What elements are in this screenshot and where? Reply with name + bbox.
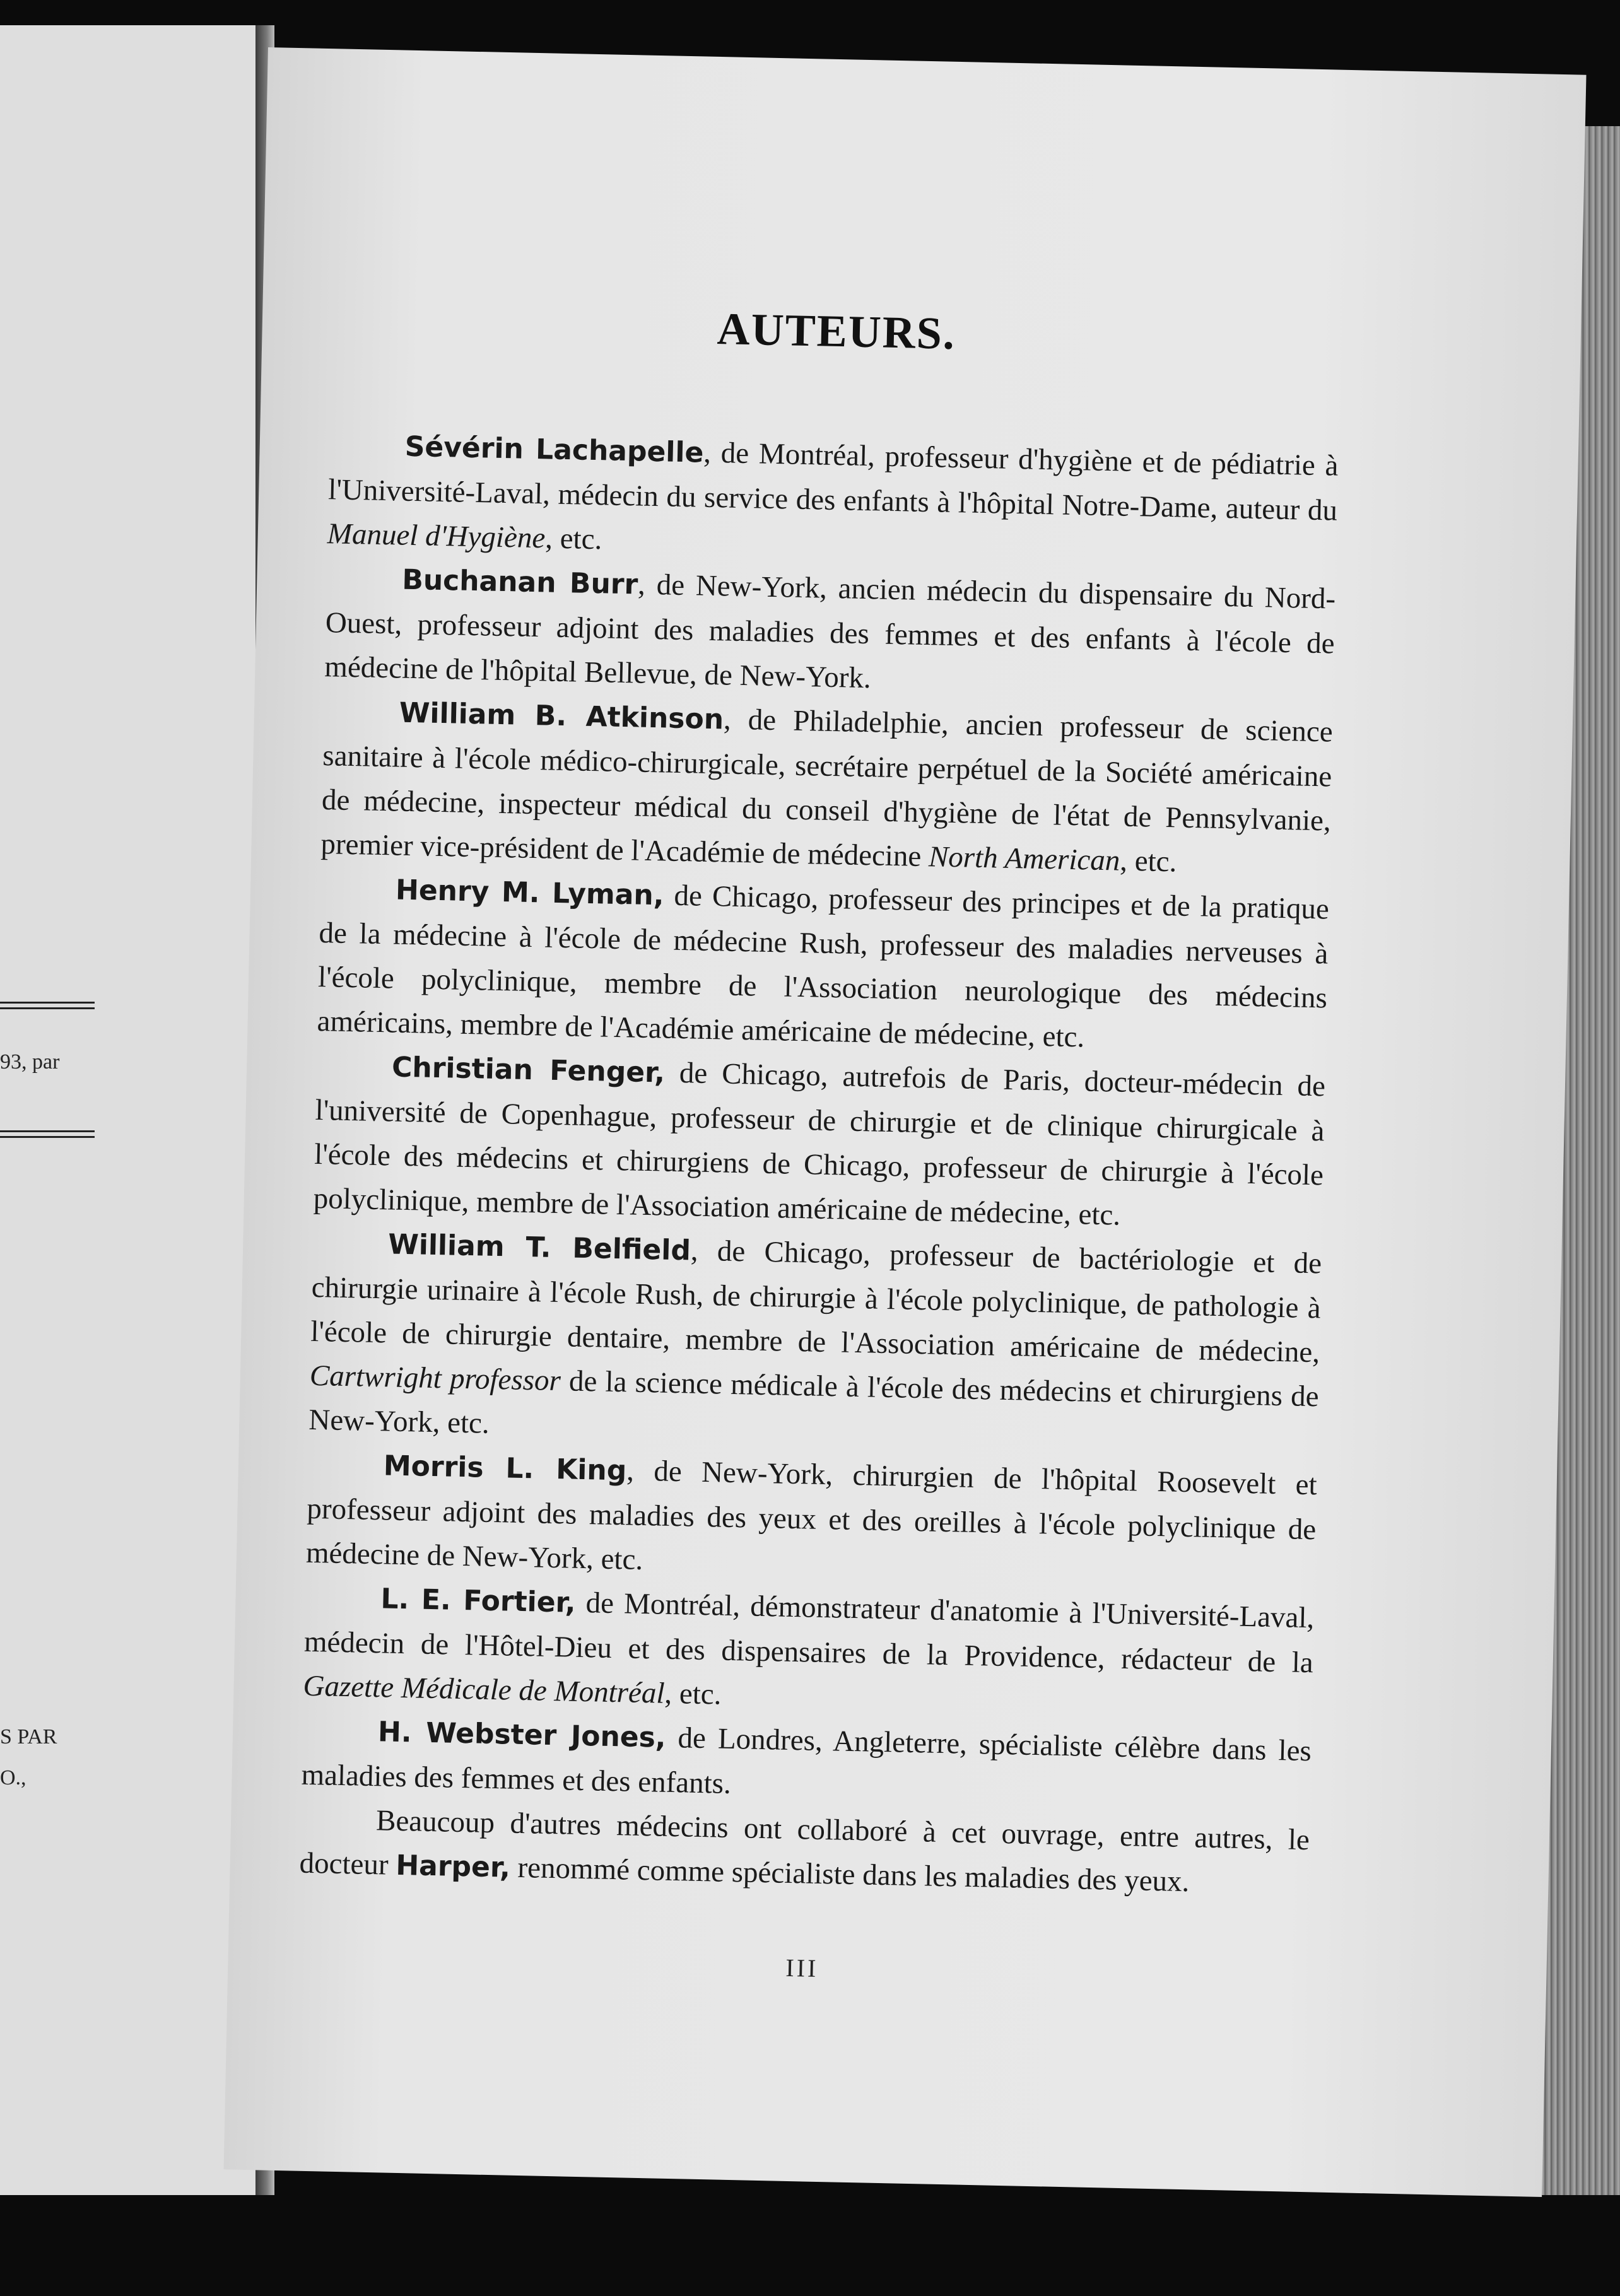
page-content: [297, 295, 1341, 1993]
author-description-end: , etc.: [544, 522, 602, 556]
institution-name: North American: [928, 840, 1120, 877]
left-page-text-fragment: S PAR: [0, 1725, 57, 1748]
left-page-rule: [0, 1130, 95, 1138]
author-description: , de New-York, ancien médecin du dispensaire du Nord-Ouest, professeur adjoint des maladies des femmes et des enfants à l'école de médecine de l'hôpital Bellevue, de New-York.: [324, 568, 1336, 695]
author-name: H. Webster Jones,: [377, 1716, 667, 1754]
closing-text: Beaucoup d'autres médecins ont collaboré à cet ouvrage, entre autres, le docteur: [299, 1804, 1310, 1882]
page-number: III: [785, 1953, 819, 1983]
left-page-rule: [0, 1002, 95, 1009]
author-name: Buchanan Burr: [401, 563, 638, 601]
author-entry: [303, 1575, 1315, 1729]
author-description-end: , etc.: [1119, 844, 1177, 879]
author-description: , de Chicago, professeur de bactériologie et de chirurgie urinaire à l'école Rush, de chirurgie à l'école polyclinique, de pathologie à l'école de chirurgie dentaire, membre de l'Association américaine de médecine,: [310, 1234, 1322, 1369]
author-description: de Montréal, démonstrateur d'anatomie à l'Université-Laval, médecin de l'Hôtel-Dieu et des dispensaires de la Providence, rédacteur de la: [303, 1586, 1315, 1680]
author-description-end: de la science médicale à l'école des médecins et chirurgiens de New-York, etc.: [308, 1364, 1320, 1440]
author-entry: [320, 689, 1334, 887]
author-description: de Chicago, professeur des principes et de la pratique de la médecine à l'école de médecine Rush, professeur des maladies nerveuses à l'école polyclinique, membre de l'Association neurologique des médecins américains, membre de l'Académie américaine de médecine, etc.: [317, 879, 1330, 1054]
left-page: [0, 25, 257, 2195]
professorship-title: Cartwright professor: [309, 1359, 561, 1398]
author-description: , de New-York, chirurgien de l'hôpital Roosevelt et professeur adjoint des maladies des yeux et des oreilles à l'école polyclinique de médecine de New-York, etc.: [305, 1454, 1318, 1576]
author-description-end: , etc.: [664, 1677, 722, 1711]
page-title: AUTEURS.: [716, 303, 956, 359]
author-entry: [308, 1221, 1322, 1463]
book-title: Manuel d'Hygiène: [327, 517, 546, 555]
right-page: [224, 47, 1587, 2197]
author-entry: [305, 1442, 1317, 1596]
author-description: de Londres, Angleterre, spécialiste célèbre dans les maladies des femmes et des enfants.: [301, 1721, 1312, 1800]
closing-text-end: renommé comme spécialiste dans les maladies des yeux.: [510, 1851, 1190, 1899]
author-name: William T. Belfield: [387, 1228, 691, 1267]
author-entry: [324, 556, 1336, 710]
author-name: Sévérin Lachapelle: [404, 430, 704, 469]
author-description: , de Montréal, professeur d'hygiène et de pédiatrie à l'Université-Laval, médecin du service des enfants à l'hôpital Notre-Dame, auteur du: [327, 436, 1339, 527]
author-description: , de Philadelphie, ancien professeur de science sanitaire à l'école médico-chirurgicale, secrétaire perpétuel de la Société américaine de médecine, inspecteur médical du conseil d'hygiène de l'état de Pennsylvanie, premier vice-président de l'Académie de médecine: [320, 703, 1334, 874]
author-description: de Chicago, autrefois de Paris, docteur-médecin de l'université de Copenhague, professeur de chirurgie et de clinique chirurgicale à l'école des médecins et chirurgiens de Chicago, professeur de chirurgie à l'école polyclinique, membre de l'Association américaine de médecine, etc.: [313, 1056, 1326, 1232]
author-name: L. E. Fortier,: [380, 1583, 577, 1619]
author-name: Christian Fenger,: [391, 1051, 666, 1089]
journal-title: Gazette Médicale de Montréal: [303, 1669, 665, 1710]
left-page-text-fragment: O.,: [0, 1766, 26, 1789]
author-name: Morris L. King: [383, 1450, 627, 1487]
left-page-text-fragment: 93, par: [0, 1050, 60, 1074]
author-entry: [313, 1043, 1326, 1241]
doctor-name: Harper,: [395, 1849, 511, 1884]
author-name: Henry M. Lyman,: [395, 874, 665, 912]
author-entry: [327, 423, 1339, 577]
author-entry: [317, 866, 1330, 1064]
author-name: William B. Atkinson: [399, 696, 724, 736]
